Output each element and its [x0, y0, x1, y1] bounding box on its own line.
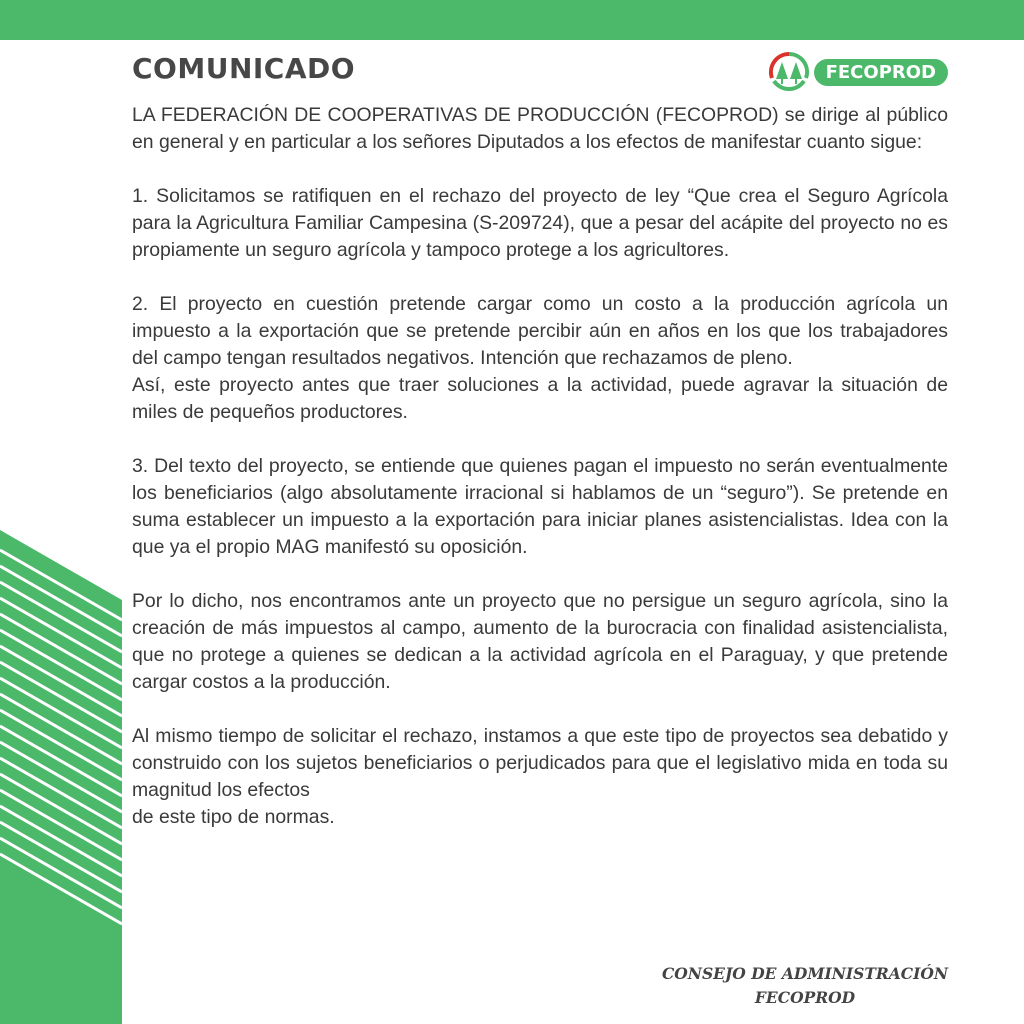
diagonal-stripes-decoration [0, 530, 122, 1024]
page-title: COMUNICADO [132, 52, 356, 85]
fecoprod-logo [768, 52, 948, 92]
conclusion-paragraph: Por lo dicho, nos encontramos ante un proyecto que no persigue un seguro agrícola, sino la creación de más impuestos al campo, aumento de la burocracia con finalidad asistencialista, que no protege a quienes se dedican a la actividad agrícola en el Paraguay, y que pretende cargar costos a la producción. [132, 590, 948, 693]
point-2-paragraph: 2. El proyecto en cuestión pretende cargar como un costo a la producción agrícola un impuesto a la exportación que se pretende percibir aún en años en los que los trabajadores del campo tengan resultados negativos. Intención que rechazamos de pleno. [132, 293, 948, 369]
signature-line-2: FECOPROD [754, 988, 856, 1007]
signature-block [640, 962, 970, 1010]
signature-line-1: CONSEJO DE ADMINISTRACIÓN [661, 964, 949, 983]
point-2-followup-paragraph: Así, este proyecto antes que traer soluciones a la actividad, puede agravar la situación de miles de pequeños productores. [132, 374, 948, 423]
top-accent-bar [0, 0, 1024, 40]
point-1-paragraph: 1. Solicitamos se ratifiquen en el rechazo del proyecto de ley “Que crea el Seguro Agrícola para la Agricultura Familiar Campesina (S-209724), que a pesar del acápite del proyecto no es propiamente un seguro agrícola y tampoco protege a los agricultores. [132, 185, 948, 261]
logo-wordmark: FECOPROD [814, 59, 948, 86]
point-3-paragraph: 3. Del texto del proyecto, se entiende que quienes pagan el impuesto no serán eventualmente los beneficiarios (algo absolutamente irracional si hablamos de un “seguro”). Se pretende en suma establecer un impuesto a la exportación para iniciar planes asistencialistas. Idea con la que ya el propio MAG manifestó su oposición. [132, 455, 948, 558]
cooperative-emblem-icon [768, 51, 810, 93]
header [132, 52, 952, 96]
closing-paragraph: Al mismo tiempo de solicitar el rechazo, instamos a que este tipo de proyectos sea debatido y construido con los sujetos beneficiarios o perjudicados para que el legislativo mida en toda su magnitud los efectos [132, 725, 948, 801]
communique-body [132, 102, 948, 831]
intro-paragraph: LA FEDERACIÓN DE COOPERATIVAS DE PRODUCCIÓN (FECOPROD) se dirige al público en general y en particular a los señores Diputados a los efectos de manifestar cuanto sigue: [132, 104, 948, 153]
closing-paragraph-end: de este tipo de normas. [132, 806, 335, 828]
